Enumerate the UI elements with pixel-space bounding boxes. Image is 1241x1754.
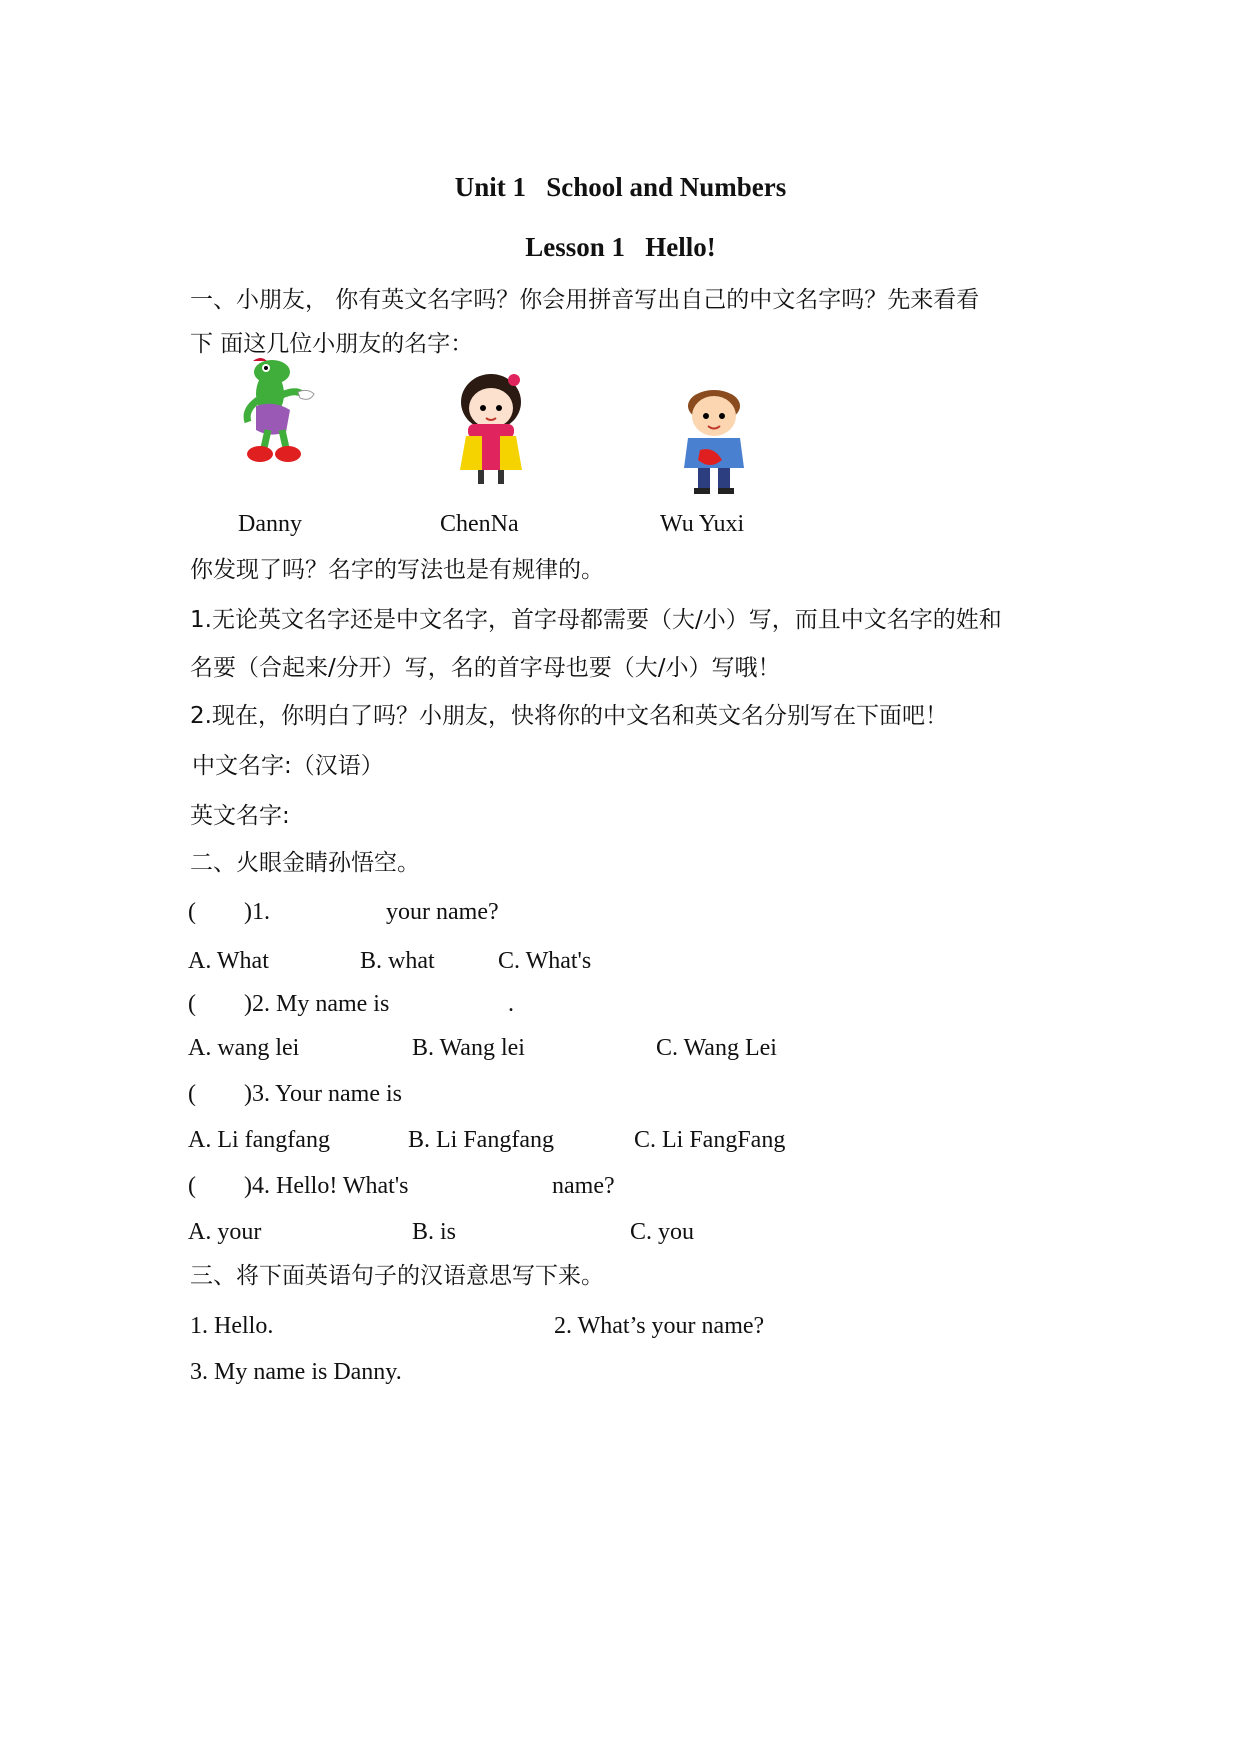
q3-paren: (: [188, 1081, 196, 1107]
q1-option-b: B. what: [360, 948, 435, 974]
q2-option-c: C. Wang Lei: [656, 1035, 777, 1061]
finding-text: 你发现了吗？名字的写法也是有规律的。: [190, 557, 604, 583]
rule1-line2: 名要（合起来/分开）写，名的首字母也要（大/小）写哦！: [190, 655, 781, 681]
q2-stem-b: .: [508, 991, 514, 1017]
rule1-line1: 1.无论英文名字还是中文名字，首字母都需要（大/小）写，而且中文名字的姓和: [190, 607, 1002, 633]
q2-option-a: A. wang lei: [188, 1035, 300, 1061]
part1-intro-line2: 下 面这几位小朋友的名字：: [190, 331, 474, 357]
q4-stem-b: name?: [552, 1173, 615, 1199]
dinosaur-illustration: [228, 356, 328, 468]
q1-stem-b: your name?: [386, 899, 499, 925]
unit-title: Unit 1 School and Numbers: [454, 172, 787, 202]
rule2-text: 2.现在，你明白了吗？小朋友，快将你的中文名和英文名分别写在下面吧！: [190, 703, 948, 729]
english-name-label: 英文名字:: [190, 803, 290, 829]
q2-option-b: B. Wang lei: [412, 1035, 525, 1061]
q1-option-c: C. What's: [498, 948, 592, 974]
q3-stem-a: )3. Your name is: [244, 1081, 403, 1107]
q3-option-b: B. Li Fangfang: [408, 1127, 554, 1153]
q4-paren: (: [188, 1173, 196, 1199]
q2-paren: (: [188, 991, 196, 1017]
q4-stem-a: )4. Hello! What's: [244, 1173, 409, 1199]
q1-option-a: A. What: [188, 948, 269, 974]
q2-stem-a: )2. My name is: [244, 991, 390, 1017]
q1-stem-a: )1.: [244, 899, 270, 925]
part3-item-2: 2. What’s your name?: [554, 1313, 765, 1339]
part3-heading: 三、将下面英语句子的汉语意思写下来。: [190, 1263, 604, 1289]
q1-paren: (: [188, 899, 196, 925]
lesson-title: Lesson 1 Hello!: [525, 232, 716, 262]
q4-option-c: C. you: [630, 1219, 695, 1245]
part3-item-3: 3. My name is Danny.: [190, 1359, 402, 1385]
boy-illustration: [672, 384, 758, 496]
character-name-danny: Danny: [238, 511, 302, 537]
part3-item-1: 1. Hello.: [190, 1313, 274, 1339]
character-name-chenna: ChenNa: [440, 511, 519, 537]
q4-option-b: B. is: [412, 1219, 457, 1245]
q3-option-c: C. Li FangFang: [634, 1127, 786, 1153]
character-name-wuyuxi: Wu Yuxi: [660, 511, 745, 537]
q3-option-a: A. Li fangfang: [188, 1127, 330, 1153]
part2-heading: 二、火眼金睛孙悟空。: [190, 850, 420, 876]
girl-illustration: [448, 370, 534, 488]
chinese-name-label: 中文名字:（汉语）: [192, 753, 384, 779]
q4-option-a: A. your: [188, 1219, 262, 1245]
part1-intro-line1: 一、小朋友， 你有英文名字吗？你会用拼音写出自己的中文名字吗？先来看看: [190, 287, 980, 313]
